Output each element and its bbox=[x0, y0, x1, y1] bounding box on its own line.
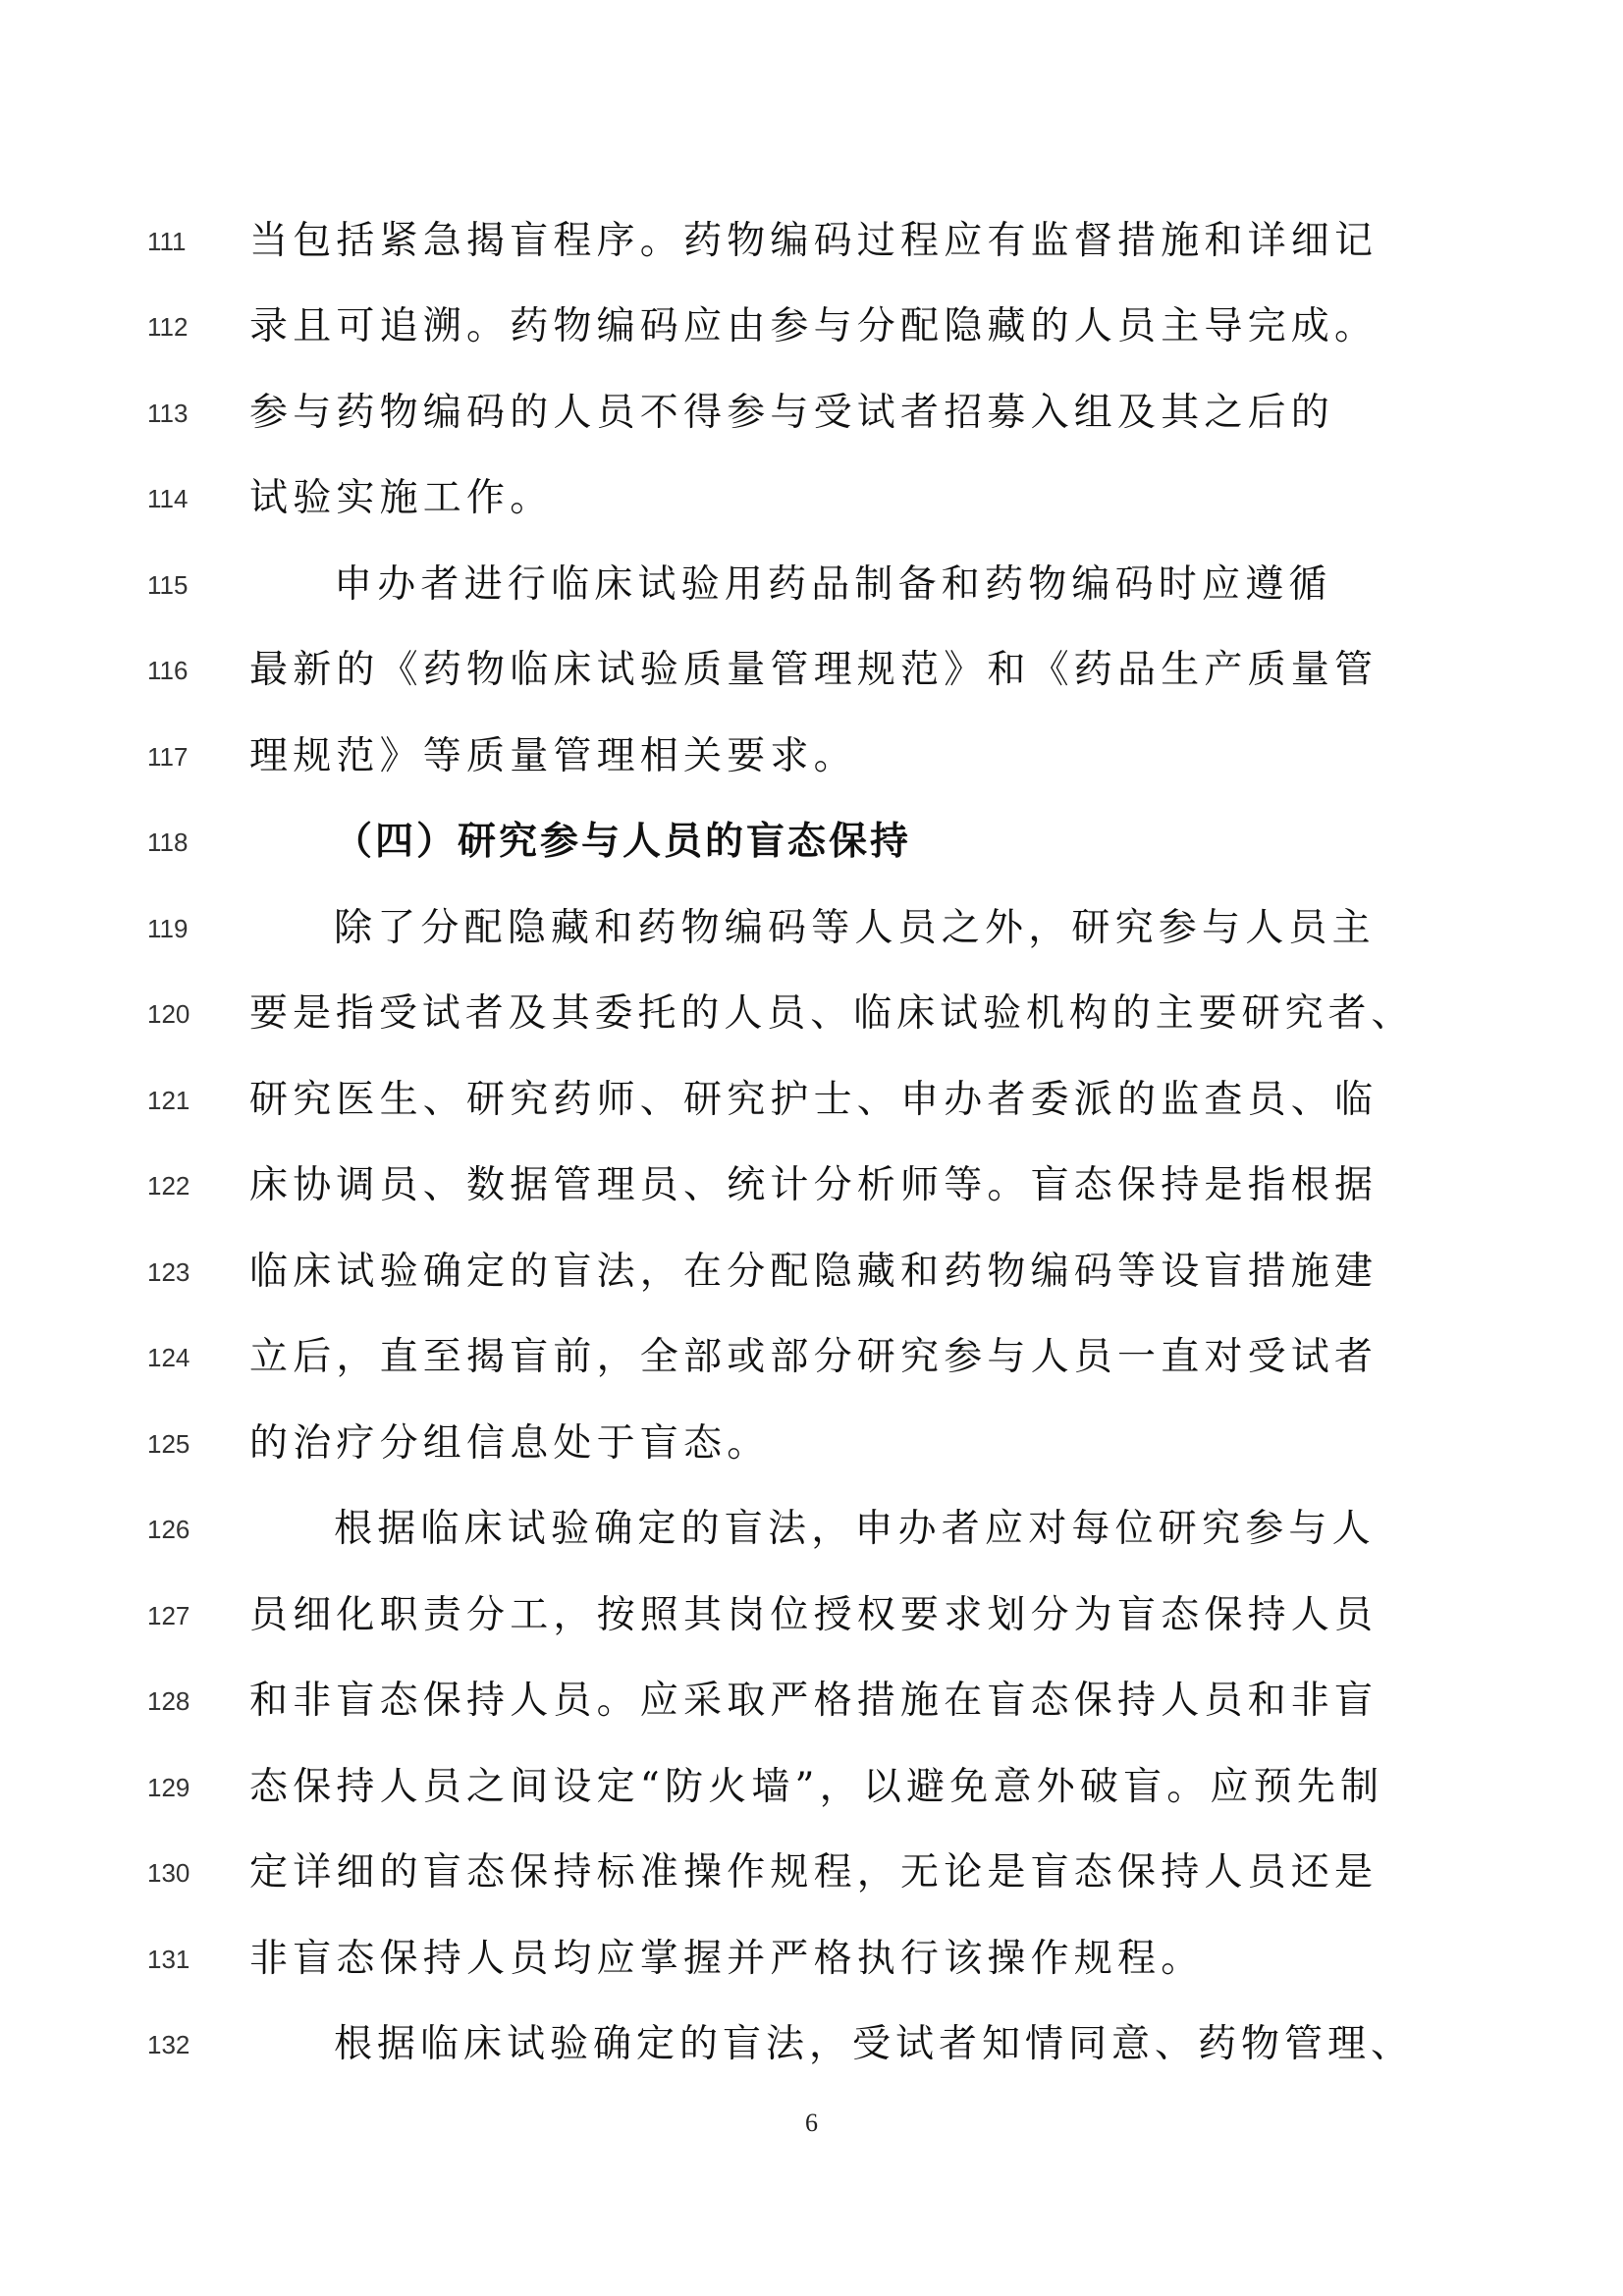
line-text: 当包括紧急揭盲程序。药物编码过程应有监督措施和详细记 bbox=[249, 219, 1379, 263]
line-number: 124 bbox=[147, 1343, 190, 1372]
text-line bbox=[0, 384, 1623, 443]
line-text: 床协调员、数据管理员、统计分析师等。盲态保持是指根据 bbox=[249, 1163, 1379, 1207]
line-text: 试验实施工作。 bbox=[249, 476, 554, 520]
line-number: 126 bbox=[147, 1515, 190, 1544]
line-number: 117 bbox=[147, 742, 189, 772]
text-line bbox=[0, 1586, 1623, 1645]
text-line bbox=[0, 1243, 1623, 1302]
line-number: 132 bbox=[147, 2030, 190, 2059]
section-heading-line bbox=[0, 813, 1623, 872]
line-text: 根据临床试验确定的盲法，申办者应对每位研究参与人 bbox=[334, 1507, 1376, 1551]
section-heading: （四）研究参与人员的盲态保持 bbox=[334, 820, 912, 864]
text-line bbox=[0, 556, 1623, 614]
text-line bbox=[0, 1843, 1623, 1902]
line-text: 要是指受试者及其委托的人员、临床试验机构的主要研究者、 bbox=[249, 991, 1415, 1036]
line-number: 123 bbox=[147, 1257, 190, 1287]
text-line bbox=[0, 2015, 1623, 2074]
line-text: 临床试验确定的盲法，在分配隐藏和药物编码等设盲措施建 bbox=[249, 1250, 1379, 1294]
text-line bbox=[0, 1500, 1623, 1559]
text-line bbox=[0, 1930, 1623, 1989]
line-text: 态保持人员之间设定“防火墙”，以避免意外破盲。应预先制 bbox=[249, 1765, 1384, 1809]
line-text: 和非盲态保持人员。应采取严格措施在盲态保持人员和非盲 bbox=[249, 1679, 1379, 1723]
line-text: 除了分配隐藏和药物编码等人员之外，研究参与人员主 bbox=[334, 906, 1376, 950]
line-number: 111 bbox=[147, 227, 187, 256]
line-number: 112 bbox=[147, 312, 189, 342]
line-number: 118 bbox=[147, 828, 189, 857]
line-text: 理规范》等质量管理相关要求。 bbox=[249, 734, 857, 778]
line-text: 根据临床试验确定的盲法，受试者知情同意、药物管理、 bbox=[334, 2022, 1415, 2066]
text-line bbox=[0, 297, 1623, 356]
line-text: 参与药物编码的人员不得参与受试者招募入组及其之后的 bbox=[249, 391, 1335, 435]
text-line bbox=[0, 1672, 1623, 1731]
line-number: 115 bbox=[147, 570, 189, 600]
text-line bbox=[0, 212, 1623, 271]
line-text: 的治疗分组信息处于盲态。 bbox=[249, 1421, 771, 1466]
line-number: 119 bbox=[147, 914, 189, 943]
text-line bbox=[0, 641, 1623, 700]
page-number: 6 bbox=[805, 2109, 818, 2137]
line-number: 114 bbox=[147, 484, 189, 513]
line-number: 121 bbox=[147, 1086, 190, 1115]
text-line bbox=[0, 1071, 1623, 1130]
line-number: 131 bbox=[147, 1945, 190, 1974]
line-number: 129 bbox=[147, 1773, 190, 1802]
line-text: 立后，直至揭盲前，全部或部分研究参与人员一直对受试者 bbox=[249, 1335, 1379, 1379]
line-text: 研究医生、研究药师、研究护士、申办者委派的监查员、临 bbox=[249, 1078, 1379, 1122]
line-number: 127 bbox=[147, 1601, 190, 1630]
line-text: 员细化职责分工，按照其岗位授权要求划分为盲态保持人员 bbox=[249, 1593, 1379, 1637]
line-number: 125 bbox=[147, 1429, 190, 1459]
line-number: 113 bbox=[147, 399, 189, 428]
line-number: 128 bbox=[147, 1686, 190, 1716]
line-text: 申办者进行临床试验用药品制备和药物编码时应遵循 bbox=[334, 562, 1332, 607]
text-line bbox=[0, 985, 1623, 1043]
line-text: 最新的《药物临床试验质量管理规范》和《药品生产质量管 bbox=[249, 648, 1379, 692]
text-line bbox=[0, 469, 1623, 528]
text-line bbox=[0, 1758, 1623, 1817]
line-number: 122 bbox=[147, 1171, 190, 1201]
text-line bbox=[0, 1415, 1623, 1473]
text-line bbox=[0, 899, 1623, 958]
line-number: 130 bbox=[147, 1858, 190, 1888]
line-text: 非盲态保持人员均应掌握并严格执行该操作规程。 bbox=[249, 1937, 1205, 1981]
line-text: 定详细的盲态保持标准操作规程，无论是盲态保持人员还是 bbox=[249, 1850, 1379, 1895]
line-number: 116 bbox=[147, 656, 189, 685]
text-line bbox=[0, 1156, 1623, 1215]
text-line bbox=[0, 1328, 1623, 1387]
text-line bbox=[0, 727, 1623, 786]
line-text: 录且可追溯。药物编码应由参与分配隐藏的人员主导完成。 bbox=[249, 304, 1379, 348]
line-number: 120 bbox=[147, 999, 190, 1029]
